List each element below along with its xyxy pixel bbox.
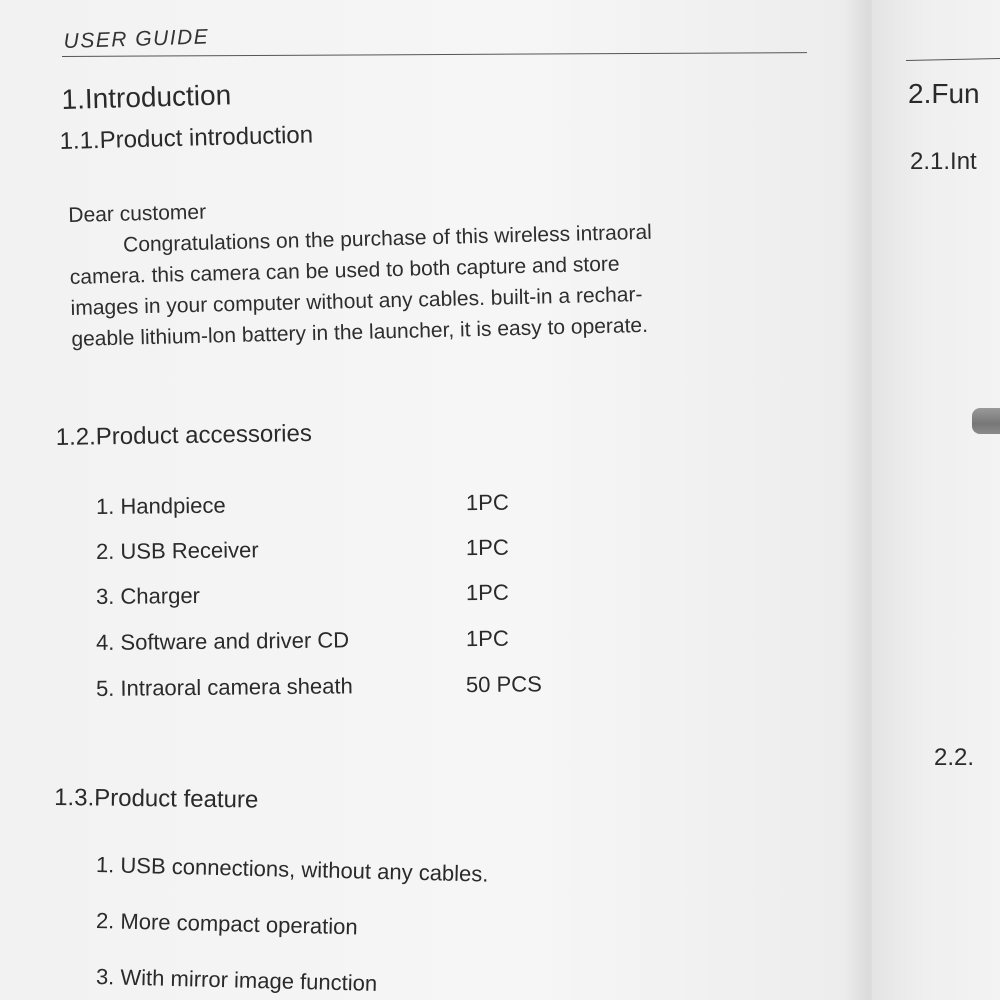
user-guide-header: USER GUIDE <box>63 25 210 54</box>
accessory-row <box>96 489 616 520</box>
right-subsection-title-1: 2.1.Int <box>910 148 977 175</box>
intro-line-1: Congratulations on the purchase of this wireless intraoral <box>122 220 653 257</box>
section-title-introduction: 1.Introduction <box>61 79 232 116</box>
accessory-name: 2. USB Receiver <box>95 537 259 564</box>
greeting: Dear customer <box>68 200 207 227</box>
feature-item: 2. More compact operation <box>95 908 358 940</box>
accessory-name: 4. Software and driver CD <box>95 627 350 655</box>
accessory-name: 3. Charger <box>95 582 201 609</box>
right-subsection-title-2: 2.2. <box>934 744 975 771</box>
feature-item: 1. USB connections, without any cables. <box>95 852 489 887</box>
intro-line-2: camera. this camera can be used to both capture and store <box>69 252 620 289</box>
subsection-title-accessories: 1.2.Product accessories <box>55 419 313 452</box>
product-image-fragment <box>972 408 1000 434</box>
feature-item: 3. With mirror image function <box>95 964 378 996</box>
accessory-row <box>96 671 616 702</box>
intro-line-4: geable lithium-lon battery in the launcher, it is easy to operate. <box>71 313 649 351</box>
subsection-title-product-introduction: 1.1.Product introduction <box>59 121 314 156</box>
accessory-qty: 1PC <box>465 534 509 561</box>
accessory-qty: 50 PCS <box>465 671 542 698</box>
right-section-title: 2.Fun <box>908 78 980 109</box>
subsection-title-features: 1.3.Product feature <box>54 784 259 814</box>
accessory-row <box>96 625 616 656</box>
accessory-row <box>96 534 616 565</box>
accessory-qty: 1PC <box>465 489 509 516</box>
accessory-row <box>96 579 616 610</box>
accessory-name: 5. Intraoral camera sheath <box>95 673 353 701</box>
accessory-name: 1. Handpiece <box>95 492 226 519</box>
accessory-qty: 1PC <box>465 625 509 652</box>
intro-paragraph <box>68 186 654 355</box>
accessory-qty: 1PC <box>465 579 509 606</box>
intro-line-3: images in your computer without any cables. built-in a rechar- <box>70 282 643 320</box>
